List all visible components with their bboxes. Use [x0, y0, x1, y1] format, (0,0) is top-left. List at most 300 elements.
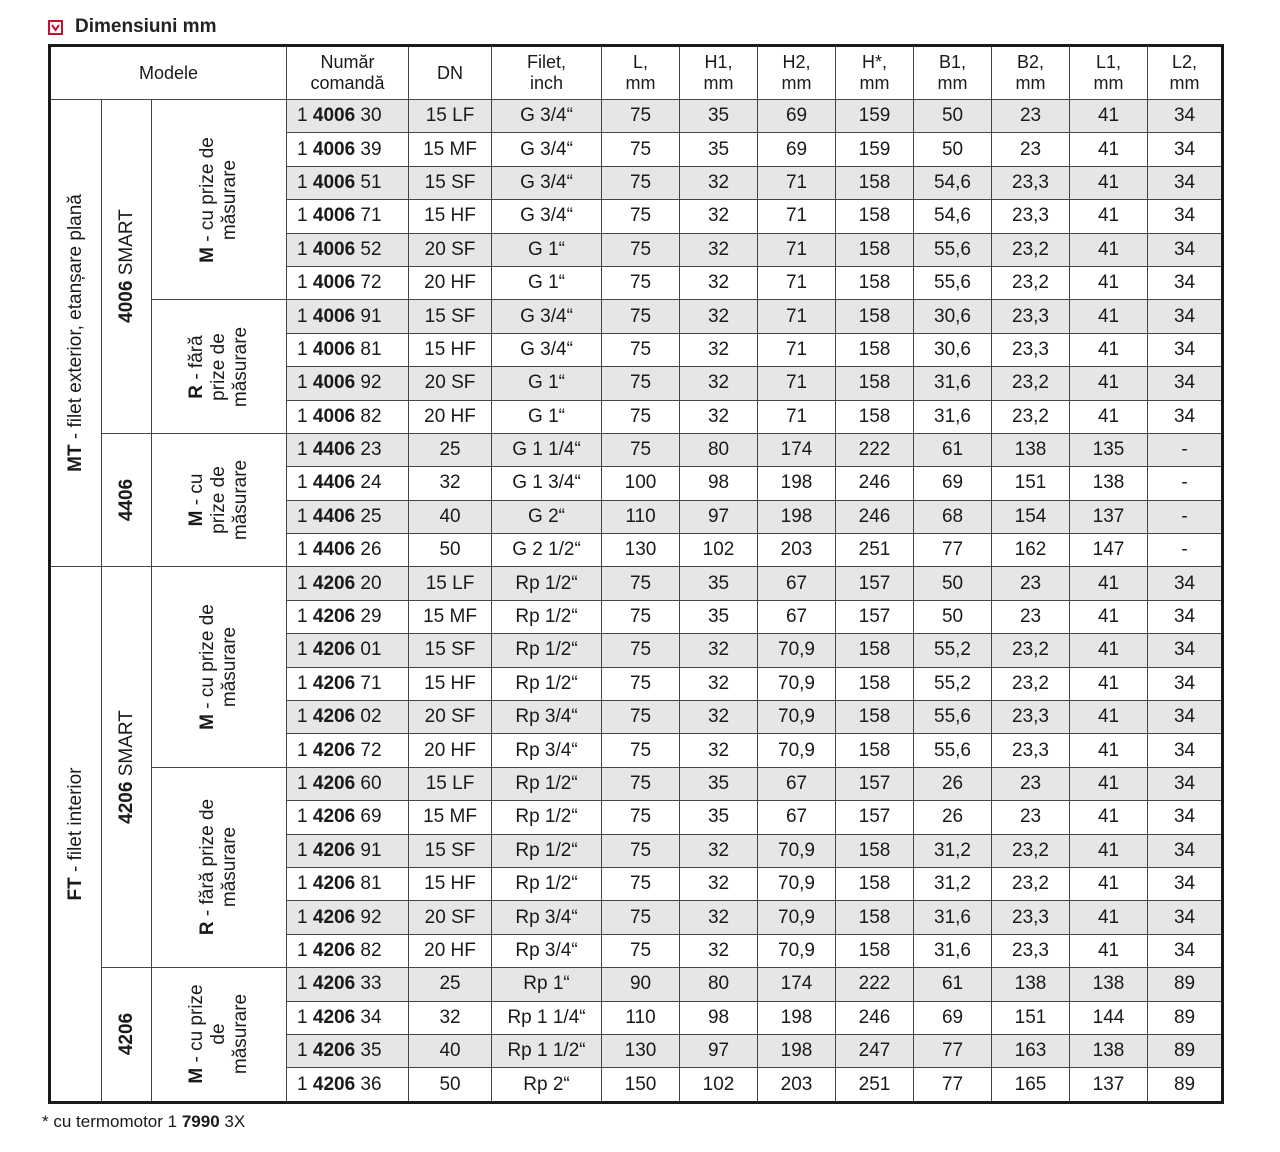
l1-cell: 41: [1070, 266, 1148, 299]
thread-cell: G 3/4“: [492, 100, 602, 133]
l1-cell: 41: [1070, 567, 1148, 600]
dn-cell: 32: [409, 467, 492, 500]
h-star-cell: 246: [836, 467, 914, 500]
thread-cell: G 1“: [492, 266, 602, 299]
table-row: [50, 767, 1223, 800]
dn-cell: 15 SF: [409, 300, 492, 333]
b1-cell: 55,6: [914, 734, 992, 767]
l-cell: 75: [602, 266, 680, 299]
dn-cell: 20 HF: [409, 734, 492, 767]
h1-cell: 32: [680, 701, 758, 734]
b1-cell: 30,6: [914, 300, 992, 333]
dn-cell: 15 HF: [409, 200, 492, 233]
h-star-cell: 158: [836, 934, 914, 967]
h-star-cell: 158: [836, 701, 914, 734]
order-number-cell: 1 4206 01: [287, 634, 409, 667]
dn-cell: 15 MF: [409, 600, 492, 633]
model-m4406-label: 4406: [102, 433, 152, 567]
b2-cell: 23,2: [992, 367, 1070, 400]
dn-cell: 20 SF: [409, 233, 492, 266]
h2-cell: 70,9: [758, 667, 836, 700]
l-cell: 75: [602, 166, 680, 199]
b2-cell: 165: [992, 1068, 1070, 1102]
h2-cell: 70,9: [758, 634, 836, 667]
order-number-cell: 1 4206 29: [287, 600, 409, 633]
h1-cell: 35: [680, 801, 758, 834]
l1-cell: 137: [1070, 1068, 1148, 1102]
thread-cell: G 1“: [492, 233, 602, 266]
l-cell: 75: [602, 200, 680, 233]
h-star-cell: 157: [836, 567, 914, 600]
l1-cell: 41: [1070, 734, 1148, 767]
thread-cell: Rp 3/4“: [492, 734, 602, 767]
l-cell: 75: [602, 767, 680, 800]
b1-cell: 55,2: [914, 634, 992, 667]
dn-cell: 20 HF: [409, 266, 492, 299]
h-star-cell: 158: [836, 667, 914, 700]
b1-cell: 31,2: [914, 867, 992, 900]
h1-cell: 32: [680, 367, 758, 400]
h-star-cell: 158: [836, 834, 914, 867]
b2-cell: 23,3: [992, 934, 1070, 967]
l-cell: 75: [602, 233, 680, 266]
order-number-cell: 1 4206 69: [287, 801, 409, 834]
header-h-star: H*, mm: [836, 46, 914, 100]
b1-cell: 26: [914, 801, 992, 834]
dn-cell: 20 SF: [409, 701, 492, 734]
b2-cell: 23: [992, 133, 1070, 166]
l1-cell: 41: [1070, 233, 1148, 266]
b1-cell: 31,6: [914, 901, 992, 934]
l2-cell: 34: [1148, 767, 1223, 800]
b1-cell: 61: [914, 433, 992, 466]
b2-cell: 23,3: [992, 701, 1070, 734]
l2-cell: 34: [1148, 834, 1223, 867]
h1-cell: 102: [680, 1068, 758, 1102]
h2-cell: 67: [758, 801, 836, 834]
h1-cell: 35: [680, 600, 758, 633]
l2-cell: 34: [1148, 701, 1223, 734]
b2-cell: 151: [992, 467, 1070, 500]
h-star-cell: 157: [836, 600, 914, 633]
h2-cell: 71: [758, 200, 836, 233]
l1-cell: 41: [1070, 934, 1148, 967]
h1-cell: 98: [680, 467, 758, 500]
order-number-cell: 1 4206 91: [287, 834, 409, 867]
order-number-cell: 1 4206 92: [287, 901, 409, 934]
l-cell: 75: [602, 801, 680, 834]
table-row: [50, 100, 1223, 133]
l-cell: 75: [602, 734, 680, 767]
h2-cell: 71: [758, 266, 836, 299]
header-dn: DN: [409, 46, 492, 100]
checkbox-checked-icon: [48, 20, 63, 35]
order-number-cell: 1 4006 82: [287, 400, 409, 433]
l-cell: 75: [602, 701, 680, 734]
l1-cell: 41: [1070, 133, 1148, 166]
h2-cell: 70,9: [758, 867, 836, 900]
b2-cell: 23,2: [992, 233, 1070, 266]
l-cell: 75: [602, 567, 680, 600]
l1-cell: 147: [1070, 534, 1148, 567]
l2-cell: 34: [1148, 133, 1223, 166]
h2-cell: 71: [758, 166, 836, 199]
l1-cell: 41: [1070, 767, 1148, 800]
thread-cell: Rp 1/2“: [492, 867, 602, 900]
h2-cell: 69: [758, 100, 836, 133]
header-b1: B1, mm: [914, 46, 992, 100]
h2-cell: 67: [758, 567, 836, 600]
b1-cell: 31,6: [914, 400, 992, 433]
h1-cell: 32: [680, 233, 758, 266]
dn-cell: 20 SF: [409, 901, 492, 934]
b1-cell: 54,6: [914, 200, 992, 233]
section-heading: [48, 14, 216, 40]
b1-cell: 55,6: [914, 233, 992, 266]
thread-cell: Rp 1 1/4“: [492, 1001, 602, 1034]
l1-cell: 138: [1070, 1034, 1148, 1067]
h2-cell: 67: [758, 600, 836, 633]
order-number-cell: 1 4206 35: [287, 1034, 409, 1067]
h2-cell: 69: [758, 133, 836, 166]
header-h1: H1, mm: [680, 46, 758, 100]
h-star-cell: 158: [836, 734, 914, 767]
h-star-cell: 251: [836, 1068, 914, 1102]
thread-cell: G 3/4“: [492, 333, 602, 366]
dn-cell: 15 SF: [409, 834, 492, 867]
h1-cell: 35: [680, 100, 758, 133]
b1-cell: 31,6: [914, 934, 992, 967]
model-m4206s-label: 4206 SMART: [102, 567, 152, 968]
h1-cell: 32: [680, 400, 758, 433]
h2-cell: 70,9: [758, 701, 836, 734]
h1-cell: 32: [680, 667, 758, 700]
l2-cell: 34: [1148, 734, 1223, 767]
h2-cell: 203: [758, 1068, 836, 1102]
l1-cell: 41: [1070, 166, 1148, 199]
l-cell: 75: [602, 634, 680, 667]
h2-cell: 70,9: [758, 734, 836, 767]
l2-cell: -: [1148, 534, 1223, 567]
l-cell: 75: [602, 600, 680, 633]
b2-cell: 23,2: [992, 634, 1070, 667]
h-star-cell: 158: [836, 367, 914, 400]
b2-cell: 23: [992, 600, 1070, 633]
l-cell: 75: [602, 867, 680, 900]
l-cell: 110: [602, 500, 680, 533]
l2-cell: -: [1148, 500, 1223, 533]
l-cell: 130: [602, 534, 680, 567]
l1-cell: 135: [1070, 433, 1148, 466]
l-cell: 130: [602, 1034, 680, 1067]
variant-sub-m-4206s-label: M - cu prize de măsurare: [152, 567, 287, 767]
l-cell: 75: [602, 333, 680, 366]
l-cell: 90: [602, 968, 680, 1001]
order-number-cell: 1 4406 23: [287, 433, 409, 466]
b1-cell: 50: [914, 100, 992, 133]
b1-cell: 50: [914, 133, 992, 166]
l1-cell: 41: [1070, 667, 1148, 700]
h-star-cell: 158: [836, 400, 914, 433]
dn-cell: 15 SF: [409, 634, 492, 667]
order-number-cell: 1 4006 51: [287, 166, 409, 199]
l2-cell: 89: [1148, 1034, 1223, 1067]
l2-cell: 34: [1148, 600, 1223, 633]
l1-cell: 41: [1070, 834, 1148, 867]
l1-cell: 41: [1070, 300, 1148, 333]
h2-cell: 198: [758, 467, 836, 500]
l1-cell: 41: [1070, 867, 1148, 900]
h1-cell: 35: [680, 567, 758, 600]
mt-group-label: MT - filet exterior, etanșare plană: [50, 100, 102, 567]
h1-cell: 102: [680, 534, 758, 567]
thread-cell: G 1“: [492, 367, 602, 400]
thread-cell: Rp 1 1/2“: [492, 1034, 602, 1067]
dn-cell: 40: [409, 1034, 492, 1067]
dimensions-table-wrapper: [48, 44, 1221, 1104]
b2-cell: 162: [992, 534, 1070, 567]
l1-cell: 41: [1070, 200, 1148, 233]
h-star-cell: 158: [836, 901, 914, 934]
dn-cell: 50: [409, 1068, 492, 1102]
thread-cell: G 3/4“: [492, 300, 602, 333]
h1-cell: 32: [680, 300, 758, 333]
h1-cell: 32: [680, 634, 758, 667]
l2-cell: 34: [1148, 367, 1223, 400]
thread-cell: Rp 3/4“: [492, 901, 602, 934]
h1-cell: 32: [680, 901, 758, 934]
h1-cell: 35: [680, 133, 758, 166]
dimensions-table: [48, 44, 1224, 1104]
thread-cell: Rp 1/2“: [492, 567, 602, 600]
l2-cell: 34: [1148, 901, 1223, 934]
dn-cell: 15 MF: [409, 133, 492, 166]
h1-cell: 97: [680, 500, 758, 533]
l1-cell: 41: [1070, 801, 1148, 834]
h2-cell: 203: [758, 534, 836, 567]
b1-cell: 50: [914, 600, 992, 633]
dn-cell: 50: [409, 534, 492, 567]
b2-cell: 23,2: [992, 834, 1070, 867]
dn-cell: 15 HF: [409, 867, 492, 900]
header-models: Modele: [50, 46, 287, 100]
order-number-cell: 1 4406 25: [287, 500, 409, 533]
l2-cell: 34: [1148, 934, 1223, 967]
h1-cell: 32: [680, 333, 758, 366]
l2-cell: -: [1148, 467, 1223, 500]
l-cell: 75: [602, 133, 680, 166]
l1-cell: 41: [1070, 100, 1148, 133]
b2-cell: 138: [992, 968, 1070, 1001]
dn-cell: 25: [409, 433, 492, 466]
l2-cell: 34: [1148, 266, 1223, 299]
l2-cell: 34: [1148, 867, 1223, 900]
thread-cell: Rp 1/2“: [492, 600, 602, 633]
b1-cell: 68: [914, 500, 992, 533]
b1-cell: 31,6: [914, 367, 992, 400]
variant-sub-m-4406-label: M - cu prize de măsurare: [152, 433, 287, 567]
thread-cell: Rp 3/4“: [492, 701, 602, 734]
order-number-cell: 1 4206 81: [287, 867, 409, 900]
order-number-cell: 1 4206 34: [287, 1001, 409, 1034]
l-cell: 75: [602, 100, 680, 133]
h2-cell: 70,9: [758, 834, 836, 867]
b1-cell: 31,2: [914, 834, 992, 867]
header-h2: H2, mm: [758, 46, 836, 100]
l2-cell: 34: [1148, 333, 1223, 366]
order-number-cell: 1 4206 20: [287, 567, 409, 600]
l1-cell: 41: [1070, 333, 1148, 366]
h1-cell: 32: [680, 166, 758, 199]
b2-cell: 23: [992, 767, 1070, 800]
h1-cell: 80: [680, 433, 758, 466]
b2-cell: 23,3: [992, 300, 1070, 333]
b2-cell: 154: [992, 500, 1070, 533]
table-row: [50, 567, 1223, 600]
ft-group-label: FT - filet interior: [50, 567, 102, 1102]
h-star-cell: 158: [836, 266, 914, 299]
order-number-cell: 1 4206 60: [287, 767, 409, 800]
variant-sub-r-4006-label: R - fără prize de măsurare: [152, 300, 287, 434]
thread-cell: G 3/4“: [492, 166, 602, 199]
h2-cell: 174: [758, 433, 836, 466]
h-star-cell: 222: [836, 968, 914, 1001]
b2-cell: 23,3: [992, 166, 1070, 199]
b1-cell: 77: [914, 534, 992, 567]
h2-cell: 198: [758, 1034, 836, 1067]
section-title: Dimensiuni mm: [75, 16, 217, 37]
l1-cell: 144: [1070, 1001, 1148, 1034]
h2-cell: 198: [758, 1001, 836, 1034]
l-cell: 75: [602, 367, 680, 400]
b1-cell: 26: [914, 767, 992, 800]
b2-cell: 23,3: [992, 734, 1070, 767]
thread-cell: Rp 3/4“: [492, 934, 602, 967]
l2-cell: 34: [1148, 233, 1223, 266]
l2-cell: 89: [1148, 1001, 1223, 1034]
order-number-cell: 1 4206 72: [287, 734, 409, 767]
thread-cell: G 1“: [492, 400, 602, 433]
l-cell: 75: [602, 834, 680, 867]
h-star-cell: 158: [836, 200, 914, 233]
h2-cell: 174: [758, 968, 836, 1001]
order-number-cell: 1 4006 81: [287, 333, 409, 366]
l2-cell: 34: [1148, 300, 1223, 333]
header-b2: B2, mm: [992, 46, 1070, 100]
l2-cell: 34: [1148, 567, 1223, 600]
thread-cell: Rp 1/2“: [492, 634, 602, 667]
b1-cell: 30,6: [914, 333, 992, 366]
order-number-cell: 1 4406 26: [287, 534, 409, 567]
h-star-cell: 159: [836, 100, 914, 133]
h2-cell: 71: [758, 233, 836, 266]
l2-cell: 34: [1148, 634, 1223, 667]
l1-cell: 41: [1070, 367, 1148, 400]
variant-sub-m-4206-label: M - cu prize de măsurare: [152, 968, 287, 1103]
l2-cell: 34: [1148, 400, 1223, 433]
table-row: [50, 968, 1223, 1001]
b1-cell: 69: [914, 1001, 992, 1034]
h1-cell: 32: [680, 934, 758, 967]
l2-cell: 34: [1148, 200, 1223, 233]
h-star-cell: 246: [836, 500, 914, 533]
l2-cell: 34: [1148, 801, 1223, 834]
header-l: L, mm: [602, 46, 680, 100]
order-number-cell: 1 4206 02: [287, 701, 409, 734]
h2-cell: 67: [758, 767, 836, 800]
table-row: [50, 300, 1223, 333]
dn-cell: 15 HF: [409, 667, 492, 700]
thread-cell: G 1 3/4“: [492, 467, 602, 500]
l2-cell: 89: [1148, 968, 1223, 1001]
dn-cell: 15 SF: [409, 166, 492, 199]
h1-cell: 32: [680, 834, 758, 867]
l1-cell: 138: [1070, 968, 1148, 1001]
thread-cell: Rp 1/2“: [492, 834, 602, 867]
order-number-cell: 1 4206 71: [287, 667, 409, 700]
header-thread: Filet, inch: [492, 46, 602, 100]
order-number-cell: 1 4206 33: [287, 968, 409, 1001]
h-star-cell: 158: [836, 867, 914, 900]
l-cell: 75: [602, 901, 680, 934]
thread-cell: Rp 1/2“: [492, 767, 602, 800]
b1-cell: 61: [914, 968, 992, 1001]
order-number-cell: 1 4006 91: [287, 300, 409, 333]
l1-cell: 137: [1070, 500, 1148, 533]
l-cell: 75: [602, 667, 680, 700]
dn-cell: 20 SF: [409, 367, 492, 400]
order-number-cell: 1 4006 30: [287, 100, 409, 133]
h-star-cell: 158: [836, 300, 914, 333]
l-cell: 75: [602, 934, 680, 967]
h1-cell: 32: [680, 734, 758, 767]
h1-cell: 32: [680, 200, 758, 233]
dn-cell: 15 MF: [409, 801, 492, 834]
h-star-cell: 158: [836, 333, 914, 366]
thread-cell: G 1 1/4“: [492, 433, 602, 466]
l2-cell: 34: [1148, 100, 1223, 133]
h-star-cell: 157: [836, 801, 914, 834]
order-number-cell: 1 4406 24: [287, 467, 409, 500]
h-star-cell: 251: [836, 534, 914, 567]
dn-cell: 32: [409, 1001, 492, 1034]
h2-cell: 70,9: [758, 934, 836, 967]
variant-sub-m-4006-label: M - cu prize de măsurare: [152, 100, 287, 300]
b2-cell: 163: [992, 1034, 1070, 1067]
h2-cell: 71: [758, 300, 836, 333]
h-star-cell: 157: [836, 767, 914, 800]
variant-sub-r-4206s-label: R - fără prize de măsurare: [152, 767, 287, 967]
order-number-cell: 1 4006 92: [287, 367, 409, 400]
thread-cell: G 2“: [492, 500, 602, 533]
b2-cell: 23: [992, 100, 1070, 133]
order-number-cell: 1 4006 39: [287, 133, 409, 166]
order-number-cell: 1 4206 36: [287, 1068, 409, 1102]
h1-cell: 80: [680, 968, 758, 1001]
h1-cell: 35: [680, 767, 758, 800]
l1-cell: 41: [1070, 901, 1148, 934]
model-m4006-label: 4006 SMART: [102, 100, 152, 434]
l1-cell: 41: [1070, 701, 1148, 734]
l2-cell: 34: [1148, 667, 1223, 700]
b1-cell: 55,6: [914, 701, 992, 734]
b2-cell: 23,3: [992, 333, 1070, 366]
b2-cell: 23: [992, 567, 1070, 600]
b1-cell: 77: [914, 1034, 992, 1067]
l1-cell: 41: [1070, 400, 1148, 433]
model-m4206-label: 4206: [102, 968, 152, 1103]
thread-cell: G 3/4“: [492, 200, 602, 233]
